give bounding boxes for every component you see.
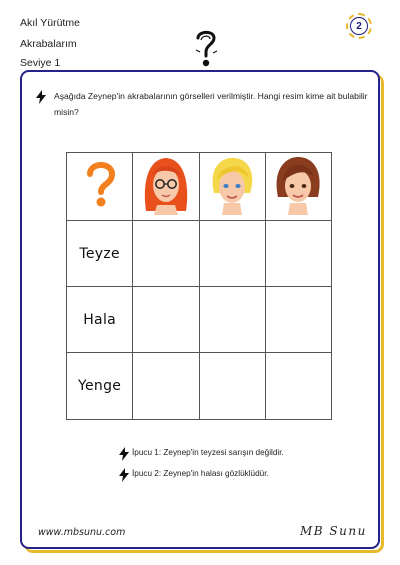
lightning-bolt-icon — [119, 447, 129, 461]
grid-corner-cell — [67, 153, 133, 221]
answer-cell[interactable] — [133, 353, 199, 420]
answer-cell[interactable] — [199, 287, 265, 353]
footer-brand: MB Sunu — [300, 524, 367, 538]
answer-cell[interactable] — [199, 353, 265, 420]
brunette-woman-icon — [272, 153, 324, 215]
table-row — [67, 353, 332, 420]
footer-url: www.mbsunu.com — [38, 527, 126, 538]
hint-1: İpucu 1: Zeynep'in teyzesi sarışın değildir. — [132, 448, 284, 457]
hint-2: İpucu 2: Zeynep'in halası gözlüklüdür. — [132, 469, 269, 478]
level-label: Seviye 1 — [20, 57, 61, 69]
table-row — [67, 287, 332, 353]
lightning-bolt-icon — [119, 468, 129, 482]
answer-cell[interactable] — [133, 287, 199, 353]
lightning-bolt-icon — [36, 90, 46, 104]
row-label-teyze: Teyze — [67, 221, 133, 287]
row-label-hala: Hala — [67, 287, 133, 353]
logic-puzzle-grid — [66, 152, 332, 420]
instruction-text: Aşağıda Zeynep'in akrabalarının görselleri verilmiştir. Hangi resim kime ait bulabilir misin? — [54, 91, 368, 117]
portrait-cell-3 — [265, 153, 331, 221]
activity-type: Akıl Yürütme — [20, 17, 80, 29]
answer-cell[interactable] — [265, 353, 331, 420]
answer-cell[interactable] — [265, 287, 331, 353]
answer-cell[interactable] — [265, 221, 331, 287]
question-mark-icon — [82, 159, 118, 209]
page-number-badge — [346, 13, 372, 39]
table-row — [67, 221, 332, 287]
blonde-woman-icon — [206, 153, 258, 215]
row-label-yenge: Yenge — [67, 353, 133, 420]
portrait-cell-1 — [133, 153, 199, 221]
portrait-cell-2 — [199, 153, 265, 221]
redhead-glasses-woman-icon — [140, 153, 192, 215]
answer-cell[interactable] — [133, 221, 199, 287]
question-mark-icon — [193, 28, 219, 70]
answer-cell[interactable] — [199, 221, 265, 287]
page-number: 2 — [350, 17, 368, 35]
topic-title: Akrabalarım — [20, 38, 77, 50]
